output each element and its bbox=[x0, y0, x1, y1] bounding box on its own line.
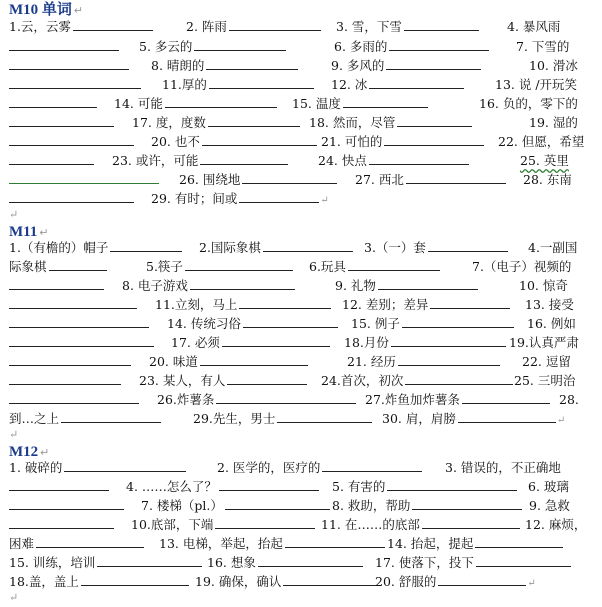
m11-item: 12. 差别；差异 bbox=[342, 295, 510, 315]
m11-item: 10. 惊奇 bbox=[519, 278, 568, 293]
m10-item: 3. 雪，下雪 bbox=[336, 17, 479, 37]
m10-item: 28. 东南 bbox=[523, 172, 572, 187]
m12-item: 18.盖，盖上 bbox=[9, 572, 189, 592]
section-heading-m10: M10 单词 ↵ bbox=[9, 2, 84, 18]
answer-blank[interactable] bbox=[9, 334, 154, 347]
m10-item: 26. 围绕地 bbox=[179, 170, 337, 190]
answer-blank[interactable] bbox=[216, 391, 356, 404]
m12-line-7 bbox=[9, 572, 580, 592]
answer-blank[interactable] bbox=[208, 114, 300, 127]
m11-item: 7.（电子）视频的 bbox=[472, 259, 572, 274]
m10-item bbox=[9, 189, 134, 209]
m11-item: 22. 逗留 bbox=[522, 354, 571, 369]
answer-blank[interactable] bbox=[438, 573, 526, 586]
m11-item: 8. 电子游戏 bbox=[122, 276, 295, 296]
m10-item: 16. 负的，零下的 bbox=[479, 96, 578, 111]
m12-line-5 bbox=[9, 534, 580, 554]
m12-line-3 bbox=[9, 496, 580, 516]
m11-item bbox=[9, 352, 131, 372]
answer-blank[interactable] bbox=[81, 573, 189, 586]
m11-item: 3.（一）套 bbox=[364, 238, 508, 258]
m11-item: 26.炸薯条 bbox=[157, 390, 356, 410]
answer-blank[interactable] bbox=[412, 497, 522, 510]
m10-line-10 bbox=[9, 189, 580, 209]
m11-item: 27.炸鱼加炸薯条 bbox=[365, 390, 550, 410]
answer-blank[interactable] bbox=[227, 372, 307, 385]
answer-blank[interactable] bbox=[9, 296, 137, 309]
m11-item: 14. 传统习俗 bbox=[167, 314, 338, 334]
answer-blank[interactable] bbox=[9, 391, 139, 404]
answer-blank[interactable] bbox=[369, 152, 469, 165]
answer-blank[interactable] bbox=[348, 258, 440, 271]
m11-item: 4.一副国 bbox=[528, 240, 578, 255]
m11-item: 20. 味道 bbox=[149, 352, 308, 372]
m10-item: 7. 下雪的 bbox=[516, 39, 570, 54]
m12-item: 13. 电梯，举起，抬起 bbox=[159, 534, 385, 554]
m10-item: 2. 阵雨 bbox=[186, 17, 321, 37]
m10-item: 21. 可怕的 bbox=[321, 132, 484, 152]
m12-line-2 bbox=[9, 477, 580, 497]
answer-blank[interactable] bbox=[458, 410, 556, 423]
answer-blank[interactable] bbox=[215, 516, 315, 529]
m11-line-2 bbox=[9, 257, 580, 277]
answer-blank[interactable] bbox=[322, 459, 422, 472]
m12-item bbox=[9, 515, 114, 535]
answer-blank[interactable] bbox=[9, 152, 94, 165]
m10-item bbox=[9, 75, 141, 95]
m10-item bbox=[9, 132, 134, 152]
m10-line-4 bbox=[9, 75, 580, 95]
m11-line-6 bbox=[9, 333, 580, 353]
answer-blank[interactable] bbox=[402, 315, 514, 328]
m12-item: 困难 bbox=[9, 534, 144, 554]
m10-item: 5. 多云的 bbox=[139, 37, 286, 57]
m10-item: 24. 快点 bbox=[318, 151, 469, 171]
answer-blank[interactable] bbox=[64, 459, 186, 472]
m10-line-2 bbox=[9, 37, 580, 57]
paragraph-mark: ↵ bbox=[9, 428, 19, 441]
paragraph-mark: ↵ bbox=[9, 208, 19, 221]
answer-blank[interactable] bbox=[9, 133, 134, 146]
m10-item: 9. 多风的 bbox=[331, 56, 481, 76]
answer-blank[interactable] bbox=[387, 478, 517, 491]
m12-item: 2. 医学的，医疗的 bbox=[217, 458, 422, 478]
m10-item: 15. 温度 bbox=[292, 94, 428, 114]
m11-item: 到…之上 bbox=[9, 409, 161, 429]
section-heading-m12: M12 ↵ bbox=[9, 444, 50, 460]
m10-item: 10. 滑冰 bbox=[529, 58, 578, 73]
answer-blank[interactable] bbox=[404, 18, 479, 31]
m10-item bbox=[9, 113, 114, 133]
m12-item: 9. 急救 bbox=[529, 498, 570, 513]
m12-item: 15. 训练，培训 bbox=[9, 553, 202, 573]
answer-blank[interactable] bbox=[9, 315, 149, 328]
answer-blank[interactable] bbox=[209, 76, 314, 89]
answer-blank[interactable] bbox=[428, 239, 508, 252]
m10-item: 19. 湿的 bbox=[529, 115, 578, 130]
m12-item: 12. 麻烦， bbox=[525, 517, 587, 532]
answer-blank[interactable] bbox=[406, 171, 506, 184]
m10-item: 11.厚的 bbox=[162, 75, 314, 95]
answer-blank[interactable] bbox=[258, 554, 363, 567]
m11-item: 5.筷子 bbox=[146, 257, 293, 277]
answer-blank[interactable] bbox=[386, 57, 481, 70]
m11-item bbox=[9, 295, 137, 315]
answer-blank[interactable] bbox=[97, 554, 202, 567]
m10-item: 27. 西北 bbox=[355, 170, 506, 190]
m12-line-1 bbox=[9, 458, 580, 478]
m10-line-5 bbox=[9, 94, 580, 114]
m10-line-7 bbox=[9, 132, 585, 152]
m12-item: 20. 舒服的 ↵ bbox=[375, 574, 536, 589]
m11-item bbox=[9, 333, 154, 353]
answer-blank[interactable] bbox=[200, 152, 288, 165]
m11-line-4 bbox=[9, 295, 580, 315]
m10-item: 25. 英里 bbox=[520, 153, 569, 168]
m10-item: 8. 晴朗的 bbox=[151, 56, 298, 76]
answer-blank[interactable] bbox=[190, 277, 295, 290]
answer-blank[interactable] bbox=[9, 478, 109, 491]
answer-blank[interactable] bbox=[239, 190, 319, 203]
m12-item: 3. 错误的，不正确地 bbox=[445, 460, 561, 475]
m11-item: 29.先生，男士 bbox=[193, 409, 372, 429]
answer-blank[interactable] bbox=[476, 554, 571, 567]
m10-line-9 bbox=[9, 170, 580, 190]
m12-item: 1. 破碎的 bbox=[9, 458, 186, 478]
m10-item: 13. 说 /开玩笑 bbox=[495, 77, 578, 92]
answer-blank[interactable] bbox=[206, 57, 298, 70]
m11-item bbox=[9, 371, 121, 391]
m11-item: 13. 接受 bbox=[525, 297, 574, 312]
m12-line-4 bbox=[9, 515, 587, 535]
m12-item: 6. 玻璃 bbox=[528, 479, 569, 494]
m11-item: 23. 某人，有人 bbox=[139, 371, 307, 391]
m10-item: 23. 或许，可能 bbox=[112, 151, 288, 171]
m10-item: 29. 有时；间或 ↵ bbox=[151, 191, 329, 206]
m10-line-8 bbox=[9, 151, 580, 171]
answer-blank[interactable] bbox=[110, 239, 182, 252]
m12-item bbox=[9, 477, 109, 497]
m12-item: 5. 有害的 bbox=[332, 477, 517, 497]
answer-blank[interactable] bbox=[430, 296, 510, 309]
answer-blank[interactable] bbox=[9, 57, 129, 70]
m11-item: 15. 例子 bbox=[351, 314, 514, 334]
answer-blank[interactable] bbox=[200, 353, 308, 366]
m12-item: 19. 确保，确认 bbox=[195, 572, 378, 592]
m10-line-6 bbox=[9, 113, 580, 133]
answer-blank[interactable] bbox=[283, 573, 378, 586]
m10-item: 6. 多雨的 bbox=[334, 37, 489, 57]
answer-blank[interactable] bbox=[73, 18, 153, 31]
m10-item bbox=[9, 151, 94, 171]
m12-item: 4. ……怎么了？ bbox=[126, 477, 319, 497]
m10-item: 1.云，云雾 bbox=[9, 17, 153, 37]
answer-blank[interactable] bbox=[242, 171, 337, 184]
answer-blank[interactable] bbox=[49, 258, 107, 271]
answer-blank[interactable] bbox=[194, 38, 286, 51]
answer-blank[interactable] bbox=[219, 478, 319, 491]
answer-blank[interactable] bbox=[285, 535, 385, 548]
answer-blank[interactable] bbox=[475, 535, 563, 548]
m11-line-5 bbox=[9, 314, 580, 334]
m10-item: 20. 也不 bbox=[151, 132, 317, 152]
m12-line-6 bbox=[9, 553, 580, 573]
m11-item: 17. 必须 bbox=[171, 333, 330, 353]
m10-item: 4. 暴风雨 bbox=[507, 19, 561, 34]
answer-blank[interactable] bbox=[185, 258, 293, 271]
answer-blank[interactable] bbox=[277, 410, 372, 423]
m11-line-10 bbox=[9, 409, 580, 429]
answer-blank[interactable] bbox=[397, 114, 472, 127]
m10-item: 14. 可能 bbox=[114, 94, 277, 114]
m10-item bbox=[9, 56, 129, 76]
m10-item: 17. 度，度数 bbox=[132, 113, 300, 133]
m11-item: 24.首次，初次 bbox=[321, 371, 513, 391]
m12-item: 11. 在……的底部 bbox=[321, 515, 520, 535]
m10-item bbox=[9, 170, 159, 190]
m11-item: 25. 三明治 bbox=[514, 373, 576, 388]
m11-item: 1.（有檐的）帽子 bbox=[9, 238, 182, 258]
answer-blank[interactable] bbox=[9, 353, 131, 366]
paragraph-mark: ↵ bbox=[9, 591, 19, 604]
answer-blank[interactable] bbox=[61, 410, 161, 423]
m12-item: 16. 想象 bbox=[207, 553, 363, 573]
m11-line-7 bbox=[9, 352, 580, 372]
m11-item: 19.认真严肃 bbox=[509, 335, 579, 350]
answer-blank[interactable] bbox=[202, 133, 317, 146]
m11-item: 21. 经历 bbox=[347, 352, 500, 372]
answer-blank[interactable] bbox=[239, 296, 331, 309]
answer-blank[interactable] bbox=[165, 95, 277, 108]
m10-item: 22. 但愿，希望 bbox=[498, 134, 585, 149]
m11-item bbox=[9, 276, 104, 296]
m12-item: 17. 使落下，投下 bbox=[375, 553, 571, 573]
m11-item: 28. bbox=[559, 392, 579, 407]
answer-blank[interactable] bbox=[462, 391, 550, 404]
m10-item bbox=[9, 94, 97, 114]
answer-blank[interactable] bbox=[9, 190, 134, 203]
answer-blank[interactable] bbox=[389, 38, 489, 51]
answer-blank[interactable] bbox=[9, 372, 121, 385]
answer-blank[interactable] bbox=[222, 334, 330, 347]
m11-line-9 bbox=[9, 390, 580, 410]
m11-item: 11.立刻，马上 bbox=[155, 295, 331, 315]
m12-item: 8. 救助，帮助 bbox=[332, 496, 522, 516]
answer-blank[interactable] bbox=[391, 334, 506, 347]
m12-item: 7. 楼梯（pl.） bbox=[141, 496, 330, 516]
answer-blank[interactable] bbox=[225, 497, 330, 510]
m10-item: 12. 冰 bbox=[331, 75, 464, 95]
m11-item bbox=[9, 390, 139, 410]
answer-blank[interactable] bbox=[369, 76, 464, 89]
m11-item: 30. 肩，肩膀 ↵ bbox=[382, 411, 566, 426]
answer-blank[interactable] bbox=[398, 353, 500, 366]
m12-item bbox=[9, 496, 124, 516]
m11-line-3 bbox=[9, 276, 580, 296]
answer-blank[interactable] bbox=[9, 38, 119, 51]
m10-item: 18. 然而，尽管 bbox=[309, 113, 472, 133]
m11-line-8 bbox=[9, 371, 580, 391]
answer-blank[interactable] bbox=[263, 239, 353, 252]
m11-item: 6.玩具 bbox=[309, 257, 440, 277]
m10-line-1 bbox=[9, 17, 580, 37]
answer-blank[interactable] bbox=[36, 535, 144, 548]
answer-blank[interactable] bbox=[405, 372, 513, 385]
m11-item: 9. 礼物 bbox=[335, 276, 478, 296]
m10-item bbox=[9, 37, 119, 57]
answer-blank[interactable] bbox=[9, 114, 114, 127]
answer-blank[interactable] bbox=[378, 277, 478, 290]
answer-blank[interactable] bbox=[9, 76, 141, 89]
m11-item: 16. 例如 bbox=[527, 316, 576, 331]
answer-blank[interactable] bbox=[9, 95, 97, 108]
m11-line-1 bbox=[9, 238, 580, 258]
m11-item: 际象棋 bbox=[9, 257, 107, 277]
answer-blank[interactable] bbox=[9, 497, 124, 510]
m11-item: 18.月份 bbox=[344, 333, 506, 353]
section-heading-m11: M11 ↵ bbox=[9, 224, 49, 240]
m12-item: 14. 抬起，提起 bbox=[387, 534, 563, 554]
m12-item: 10.底部，下端 bbox=[131, 515, 315, 535]
m11-item bbox=[9, 314, 149, 334]
answer-blank[interactable] bbox=[229, 18, 321, 31]
answer-blank[interactable] bbox=[422, 516, 520, 529]
answer-blank[interactable] bbox=[9, 516, 114, 529]
answer-blank[interactable] bbox=[9, 171, 159, 184]
answer-blank[interactable] bbox=[9, 277, 104, 290]
m10-line-3 bbox=[9, 56, 580, 76]
answer-blank[interactable] bbox=[384, 133, 484, 146]
answer-blank[interactable] bbox=[343, 95, 428, 108]
m11-item: 2.国际象棋 bbox=[199, 238, 353, 258]
answer-blank[interactable] bbox=[243, 315, 338, 328]
